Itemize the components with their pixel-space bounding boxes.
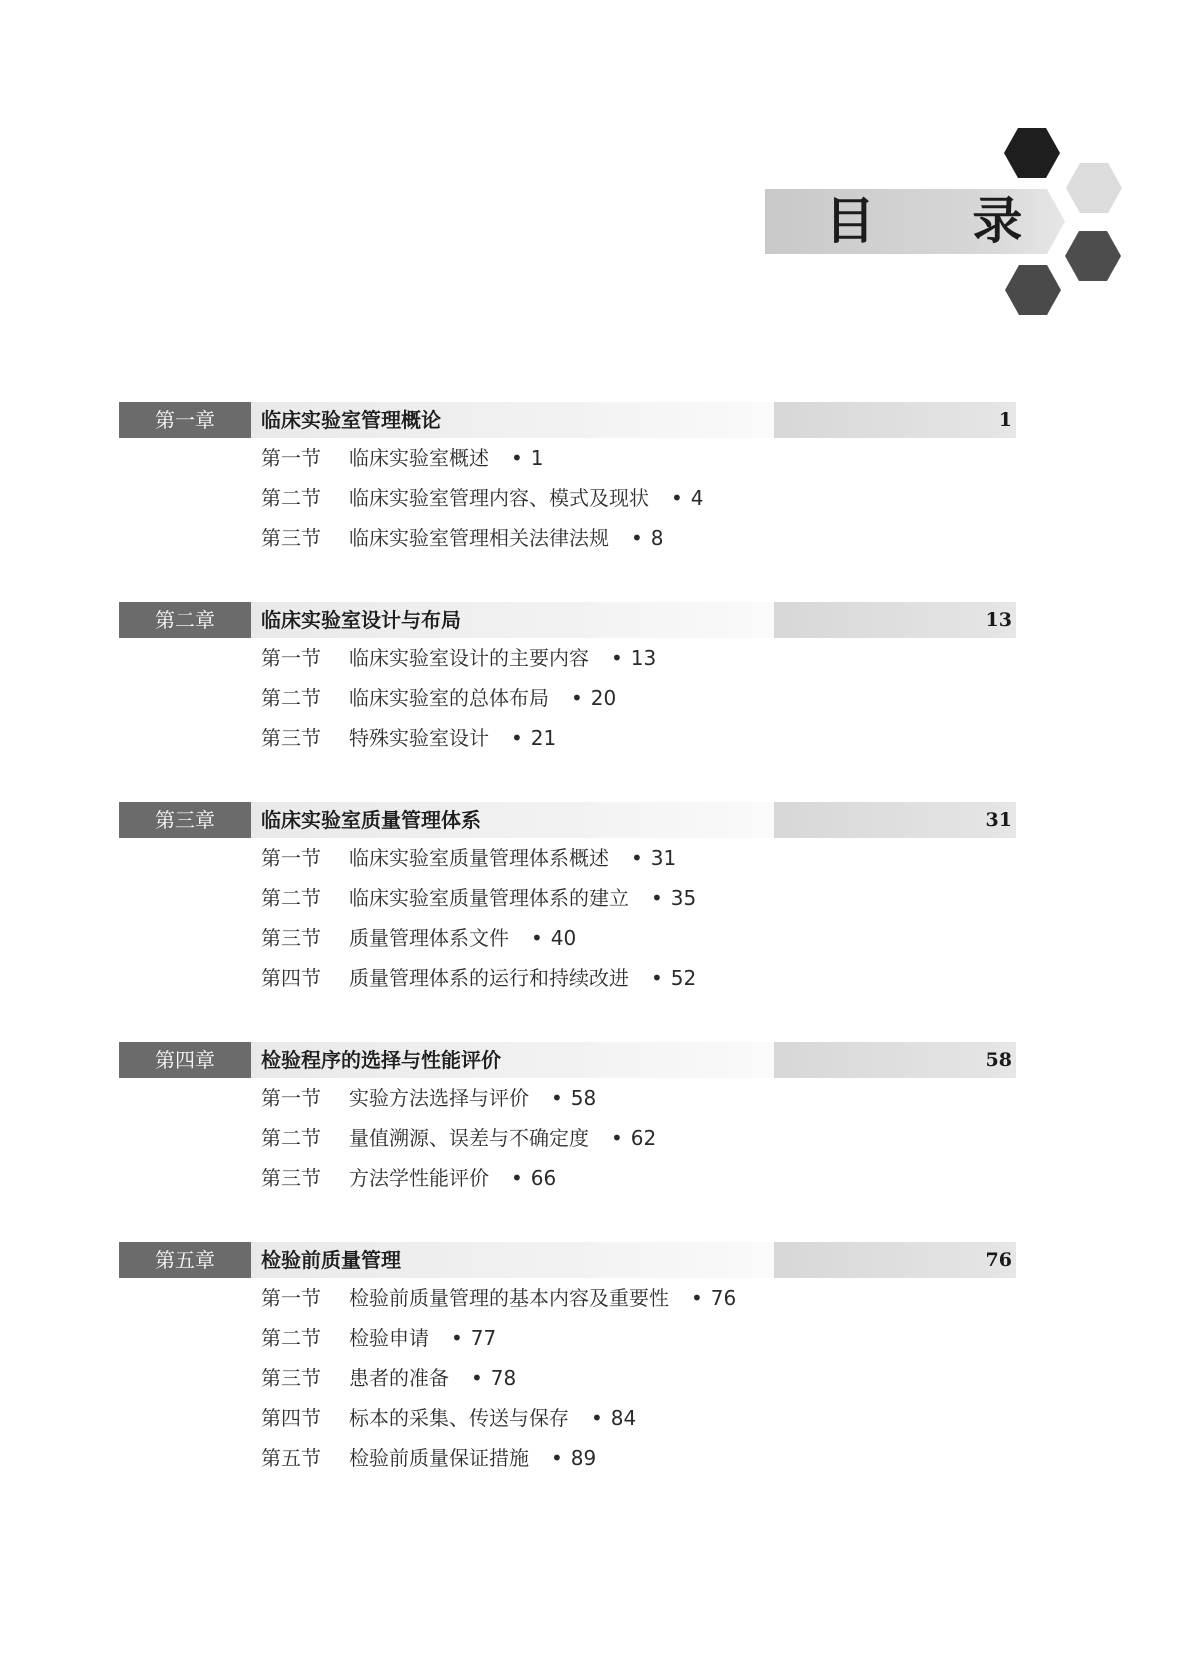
chapter-block [119, 1042, 1019, 1198]
chapter-title: 检验前质量管理 [251, 1242, 881, 1278]
section-entry[interactable] [119, 1398, 1019, 1438]
chapter-number: 第三章 [119, 802, 251, 838]
section-page-number: 66 [530, 1166, 557, 1190]
section-page-number: 40 [550, 926, 577, 950]
section-page-number: 78 [490, 1366, 517, 1390]
section-title: 临床实验室质量管理体系概述 [349, 846, 609, 870]
bullet-icon: • [551, 1086, 563, 1110]
bullet-icon: • [471, 1366, 483, 1390]
section-entry[interactable] [119, 1158, 1019, 1198]
section-page-number: 89 [570, 1446, 597, 1470]
section-page-number: 21 [530, 726, 557, 750]
hexagon-decoration [1005, 265, 1061, 315]
section-list [119, 1078, 1019, 1198]
section-title: 量值溯源、误差与不确定度 [349, 1126, 589, 1150]
chapter-page-number: 58 [774, 1042, 1016, 1078]
section-page-number: 13 [630, 646, 657, 670]
section-entry[interactable] [119, 638, 1019, 678]
section-number: 第一节 [261, 1086, 321, 1110]
section-title: 标本的采集、传送与保存 [349, 1406, 569, 1430]
section-number: 第一节 [261, 446, 321, 470]
section-page-number: 4 [690, 486, 704, 510]
section-entry[interactable] [119, 1438, 1019, 1478]
section-page-number: 35 [670, 886, 697, 910]
bullet-icon: • [691, 1286, 703, 1310]
section-list [119, 838, 1019, 998]
bullet-icon: • [591, 1406, 603, 1430]
section-number: 第二节 [261, 1126, 321, 1150]
section-page-number: 31 [650, 846, 677, 870]
section-list [119, 1278, 1019, 1478]
bullet-icon: • [651, 886, 663, 910]
section-entry[interactable] [119, 1358, 1019, 1398]
section-page-number: 76 [710, 1286, 737, 1310]
section-page-number: 84 [610, 1406, 637, 1430]
section-entry[interactable] [119, 918, 1019, 958]
chapter-block [119, 402, 1019, 558]
bullet-icon: • [651, 966, 663, 990]
bullet-icon: • [671, 486, 683, 510]
section-entry[interactable] [119, 1118, 1019, 1158]
chapter-title: 检验程序的选择与性能评价 [251, 1042, 881, 1078]
section-title: 临床实验室设计的主要内容 [349, 646, 589, 670]
bullet-icon: • [611, 1126, 623, 1150]
chapter-block [119, 602, 1019, 758]
section-title: 临床实验室概述 [349, 446, 489, 470]
section-number: 第四节 [261, 966, 321, 990]
section-entry[interactable] [119, 438, 1019, 478]
chapter-page-number: 31 [774, 802, 1016, 838]
section-entry[interactable] [119, 718, 1019, 758]
chapter-heading[interactable] [119, 602, 1019, 638]
section-page-number: 58 [570, 1086, 597, 1110]
chapter-heading[interactable] [119, 1242, 1019, 1278]
section-title: 临床实验室管理相关法律法规 [349, 526, 609, 550]
chapter-page-number: 13 [774, 602, 1016, 638]
section-number: 第三节 [261, 526, 321, 550]
section-number: 第二节 [261, 486, 321, 510]
section-title: 临床实验室管理内容、模式及现状 [349, 486, 649, 510]
chapter-title: 临床实验室质量管理体系 [251, 802, 881, 838]
section-title: 检验前质量管理的基本内容及重要性 [349, 1286, 669, 1310]
section-page-number: 77 [470, 1326, 497, 1350]
chapter-title: 临床实验室管理概论 [251, 402, 881, 438]
chapter-heading[interactable] [119, 802, 1019, 838]
section-title: 质量管理体系文件 [349, 926, 509, 950]
hexagon-decoration [1065, 231, 1121, 281]
section-entry[interactable] [119, 878, 1019, 918]
section-title: 方法学性能评价 [349, 1166, 489, 1190]
chapter-heading[interactable] [119, 402, 1019, 438]
chapter-block [119, 1242, 1019, 1478]
section-page-number: 1 [530, 446, 544, 470]
section-title: 患者的准备 [349, 1366, 449, 1390]
section-entry[interactable] [119, 1318, 1019, 1358]
section-entry[interactable] [119, 958, 1019, 998]
bullet-icon: • [611, 646, 623, 670]
section-number: 第一节 [261, 846, 321, 870]
section-page-number: 8 [650, 526, 664, 550]
bullet-icon: • [631, 846, 643, 870]
section-number: 第四节 [261, 1406, 321, 1430]
section-title: 检验前质量保证措施 [349, 1446, 529, 1470]
section-number: 第三节 [261, 1166, 321, 1190]
page-title: 目 录 [825, 191, 1063, 250]
chapter-title: 临床实验室设计与布局 [251, 602, 881, 638]
hexagon-decoration [1066, 163, 1122, 213]
chapter-block [119, 802, 1019, 998]
chapter-number: 第二章 [119, 602, 251, 638]
section-number: 第一节 [261, 1286, 321, 1310]
section-number: 第二节 [261, 1326, 321, 1350]
section-number: 第三节 [261, 926, 321, 950]
section-page-number: 52 [670, 966, 697, 990]
bullet-icon: • [451, 1326, 463, 1350]
hexagon-decoration [1004, 128, 1060, 178]
section-title: 检验申请 [349, 1326, 429, 1350]
chapter-number: 第一章 [119, 402, 251, 438]
chapter-number: 第五章 [119, 1242, 251, 1278]
section-title: 实验方法选择与评价 [349, 1086, 529, 1110]
bullet-icon: • [631, 526, 643, 550]
bullet-icon: • [571, 686, 583, 710]
chapter-page-number: 76 [774, 1242, 1016, 1278]
section-number: 第五节 [261, 1446, 321, 1470]
section-title: 质量管理体系的运行和持续改进 [349, 966, 629, 990]
section-number: 第二节 [261, 686, 321, 710]
section-title: 特殊实验室设计 [349, 726, 489, 750]
section-list [119, 438, 1019, 558]
section-entry[interactable] [119, 1078, 1019, 1118]
section-number: 第三节 [261, 1366, 321, 1390]
chapter-number: 第四章 [119, 1042, 251, 1078]
bullet-icon: • [511, 446, 523, 470]
bullet-icon: • [551, 1446, 563, 1470]
chapter-page-number: 1 [774, 402, 1016, 438]
chapter-heading[interactable] [119, 1042, 1019, 1078]
section-entry[interactable] [119, 838, 1019, 878]
section-title: 临床实验室的总体布局 [349, 686, 549, 710]
bullet-icon: • [511, 726, 523, 750]
section-entry[interactable] [119, 678, 1019, 718]
section-entry[interactable] [119, 518, 1019, 558]
bullet-icon: • [531, 926, 543, 950]
section-number: 第一节 [261, 646, 321, 670]
section-page-number: 20 [590, 686, 617, 710]
bullet-icon: • [511, 1166, 523, 1190]
section-list [119, 638, 1019, 758]
section-entry[interactable] [119, 1278, 1019, 1318]
section-entry[interactable] [119, 478, 1019, 518]
section-page-number: 62 [630, 1126, 657, 1150]
section-number: 第二节 [261, 886, 321, 910]
section-number: 第三节 [261, 726, 321, 750]
section-title: 临床实验室质量管理体系的建立 [349, 886, 629, 910]
